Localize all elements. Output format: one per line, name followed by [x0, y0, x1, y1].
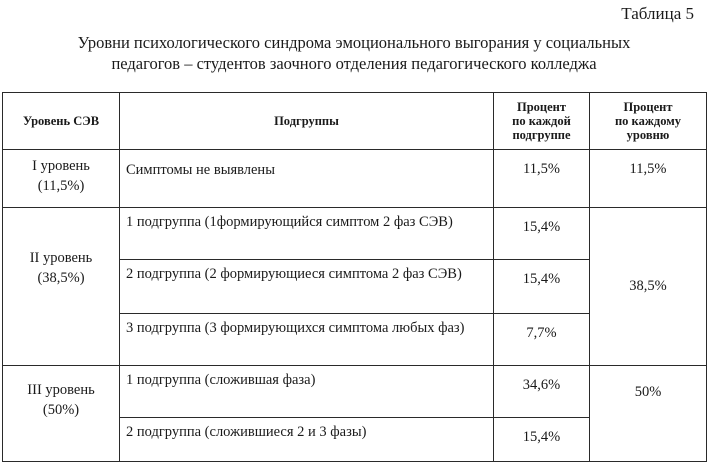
header-pct-level-line: Процент [623, 100, 673, 114]
table-row [3, 150, 707, 208]
subgroup-pct: 11,5% [494, 150, 590, 208]
subgroup-cell: 2 подгруппа (сложившиеся 2 и 3 фазы) [120, 418, 494, 462]
subgroup-cell: 3 подгруппа (3 формирующихся симптома любых фаз) [120, 314, 494, 366]
subgroup-pct: 34,6% [494, 366, 590, 418]
level-pct-2: 38,5% [590, 208, 707, 366]
subgroup-pct: 7,7% [494, 314, 590, 366]
header-pct-subgroup-line: подгруппе [512, 128, 571, 142]
level-cell-2 [3, 208, 120, 366]
level-name: III уровень [27, 382, 95, 398]
table-caption [0, 32, 708, 74]
level-share: (38,5%) [37, 270, 85, 286]
level-share: (11,5%) [37, 178, 85, 194]
caption-line-1: Уровни психологического синдрома эмоционального выгорания у социальных [77, 33, 631, 52]
header-pct-subgroup [494, 93, 590, 150]
caption-line-2: педагогов – студентов заочного отделения педагогического колледжа [111, 54, 597, 73]
level-pct-3: 50% [590, 366, 707, 462]
level-cell-3 [3, 366, 120, 462]
burnout-levels-table [2, 92, 707, 462]
header-pct-subgroup-line: Процент [516, 100, 567, 114]
level-share: (50%) [42, 402, 80, 418]
level-name: II уровень [29, 250, 93, 266]
level-pct-1: 11,5% [590, 150, 707, 208]
table-row [3, 366, 707, 418]
level-name: I уровень [32, 158, 90, 174]
header-pct-level-line: по каждому [614, 114, 681, 128]
header-subgroups: Подгруппы [120, 93, 494, 150]
subgroup-pct: 15,4% [494, 208, 590, 260]
subgroup-cell: 2 подгруппа (2 формирующиеся симптома 2 фаз СЭВ) [120, 260, 494, 314]
subgroup-pct: 15,4% [494, 418, 590, 462]
level-cell-1 [3, 150, 120, 208]
table-row [3, 208, 707, 260]
header-pct-level [590, 93, 707, 150]
header-row [3, 93, 707, 150]
subgroup-cell: 1 подгруппа (сложившая фаза) [120, 366, 494, 418]
subgroup-pct: 15,4% [494, 260, 590, 314]
header-level: Уровень СЭВ [3, 93, 120, 150]
header-pct-subgroup-line: по каждой [512, 114, 571, 128]
header-pct-level-line: уровню [626, 128, 670, 142]
subgroup-cell: 1 подгруппа (1формирующийся симптом 2 фаз СЭВ) [120, 208, 494, 260]
table-number: Таблица 5 [621, 4, 694, 23]
subgroup-cell: Симптомы не выявлены [120, 150, 494, 208]
